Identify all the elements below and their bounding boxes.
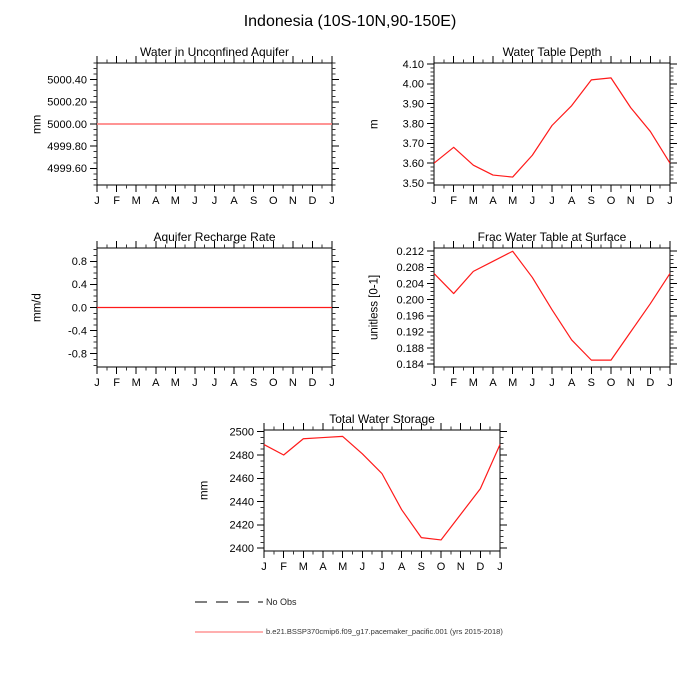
legend-row-model-series [195, 627, 503, 636]
svg-text:S: S [587, 195, 596, 207]
svg-text:J: J [94, 195, 100, 207]
y-axis-label: mm [31, 114, 44, 134]
svg-text:J: J [261, 561, 267, 573]
svg-text:J: J [379, 561, 385, 573]
svg-text:J: J [529, 377, 536, 389]
svg-text:S: S [587, 377, 596, 389]
svg-text:J: J [431, 195, 437, 207]
svg-text:M: M [298, 561, 308, 573]
svg-text:J: J [549, 195, 555, 207]
plot-area [29, 224, 348, 397]
svg-text:F: F [450, 195, 458, 207]
chart-title: Water Table Depth [502, 45, 602, 59]
svg-text:2480: 2480 [229, 449, 254, 462]
svg-text:2440: 2440 [229, 496, 254, 509]
chart-water-in-unconfined-aquifer [29, 39, 348, 215]
chart-frac-water-table-at-surface [366, 224, 686, 397]
svg-text:D: D [308, 195, 317, 207]
plot-box [264, 430, 500, 551]
svg-text:J: J [667, 195, 673, 207]
svg-text:S: S [417, 561, 426, 573]
svg-text:D: D [646, 195, 655, 207]
plot-box [434, 248, 670, 367]
y-axis-label: mm/d [31, 293, 44, 322]
svg-text:M: M [131, 195, 141, 207]
data-line [434, 251, 670, 360]
svg-text:A: A [397, 561, 406, 573]
svg-text:4.00: 4.00 [402, 78, 424, 91]
svg-text:S: S [249, 377, 258, 389]
y-axis-label: m [368, 119, 381, 129]
svg-text:N: N [456, 561, 465, 573]
chart-aquifer-recharge-rate [29, 224, 348, 397]
svg-text:J: J [211, 195, 218, 207]
svg-text:5000.20: 5000.20 [47, 96, 87, 109]
y-axis-label: unitless [0-1] [368, 274, 381, 341]
svg-text:0.188: 0.188 [396, 342, 424, 355]
svg-text:3.70: 3.70 [402, 138, 424, 151]
svg-text:O: O [436, 561, 446, 573]
plot-box [434, 63, 670, 185]
svg-text:F: F [113, 377, 120, 389]
no-obs-legend-line [195, 598, 263, 606]
svg-text:A: A [567, 377, 576, 389]
svg-text:4.10: 4.10 [402, 58, 424, 71]
svg-text:2460: 2460 [229, 473, 254, 486]
svg-text:D: D [476, 561, 485, 573]
svg-text:S: S [249, 195, 258, 207]
svg-text:M: M [170, 377, 180, 389]
chart-title: Frac Water Table at Surface [477, 230, 627, 244]
svg-text:3.80: 3.80 [402, 118, 424, 131]
svg-text:2400: 2400 [229, 542, 254, 555]
svg-text:J: J [359, 561, 366, 573]
figure-title: Indonesia (10S-10N,90-150E) [243, 13, 457, 30]
svg-text:N: N [288, 195, 297, 207]
svg-text:2500: 2500 [229, 426, 254, 439]
legend-label-model-series: b.e21.BSSP370cmip6.f09_g17.pacemaker_pacific.001 (yrs 2015-2018) [266, 627, 503, 636]
svg-text:0.4: 0.4 [71, 279, 87, 292]
chart-title: Total Water Storage [329, 412, 435, 426]
svg-text:A: A [152, 377, 160, 389]
chart-total-water-storage [196, 406, 516, 581]
svg-text:0.196: 0.196 [396, 310, 424, 323]
svg-text:M: M [468, 377, 478, 389]
svg-text:0.8: 0.8 [71, 256, 87, 269]
svg-text:D: D [308, 377, 317, 389]
legend-row-no-obs [195, 597, 297, 607]
svg-text:2420: 2420 [229, 519, 254, 532]
svg-text:0.184: 0.184 [396, 358, 424, 371]
data-line [434, 78, 670, 177]
svg-text:J: J [329, 377, 335, 389]
plot-area [366, 224, 686, 397]
svg-text:4999.60: 4999.60 [47, 163, 87, 176]
svg-text:F: F [450, 377, 458, 389]
chart-water-table-depth [366, 39, 686, 215]
svg-text:3.90: 3.90 [402, 98, 424, 111]
svg-text:J: J [94, 377, 100, 389]
svg-text:A: A [152, 195, 160, 207]
svg-text:O: O [268, 195, 278, 207]
svg-text:J: J [667, 377, 673, 389]
svg-text:M: M [131, 377, 141, 389]
svg-text:0.204: 0.204 [396, 278, 424, 291]
svg-text:F: F [280, 561, 288, 573]
svg-text:A: A [230, 377, 238, 389]
legend-label-no-obs: No Obs [266, 597, 297, 607]
svg-text:A: A [230, 195, 238, 207]
svg-text:3.60: 3.60 [402, 157, 424, 170]
svg-text:J: J [431, 377, 437, 389]
svg-text:5000.40: 5000.40 [47, 74, 87, 87]
svg-text:M: M [468, 195, 478, 207]
svg-text:0.192: 0.192 [396, 326, 424, 339]
svg-text:O: O [606, 195, 616, 207]
svg-text:A: A [567, 195, 576, 207]
svg-text:0.200: 0.200 [396, 294, 424, 307]
plot-area [366, 39, 686, 215]
chart-title: Aquifer Recharge Rate [153, 230, 276, 244]
svg-text:O: O [268, 377, 278, 389]
svg-text:-0.8: -0.8 [68, 348, 87, 361]
svg-text:A: A [489, 195, 497, 207]
svg-text:A: A [319, 561, 327, 573]
svg-text:M: M [508, 377, 518, 389]
y-axis-label: mm [198, 480, 211, 501]
svg-text:J: J [192, 377, 198, 389]
svg-text:-0.4: -0.4 [68, 325, 87, 338]
model-legend-line [195, 628, 263, 636]
svg-text:M: M [170, 195, 180, 207]
svg-text:J: J [549, 377, 555, 389]
svg-text:0.0: 0.0 [71, 302, 87, 315]
svg-text:0.212: 0.212 [396, 246, 424, 259]
svg-text:D: D [646, 377, 655, 389]
svg-text:F: F [113, 195, 120, 207]
svg-text:N: N [288, 377, 297, 389]
svg-text:M: M [338, 561, 348, 573]
svg-text:J: J [329, 195, 335, 207]
plot-area [29, 39, 348, 215]
plot-area [196, 406, 516, 581]
svg-text:M: M [508, 195, 518, 207]
svg-text:4999.80: 4999.80 [47, 140, 87, 153]
chart-title: Water in Unconfined Aquifer [140, 45, 289, 59]
svg-text:J: J [192, 195, 198, 207]
svg-text:J: J [211, 377, 218, 389]
svg-text:N: N [626, 195, 635, 207]
svg-text:0.208: 0.208 [396, 262, 424, 275]
svg-text:A: A [489, 377, 497, 389]
svg-text:5000.00: 5000.00 [47, 118, 87, 131]
svg-text:O: O [606, 377, 616, 389]
svg-text:3.50: 3.50 [402, 177, 424, 190]
data-line [264, 436, 500, 540]
svg-text:N: N [626, 377, 635, 389]
svg-text:J: J [529, 195, 536, 207]
svg-text:J: J [497, 561, 503, 573]
